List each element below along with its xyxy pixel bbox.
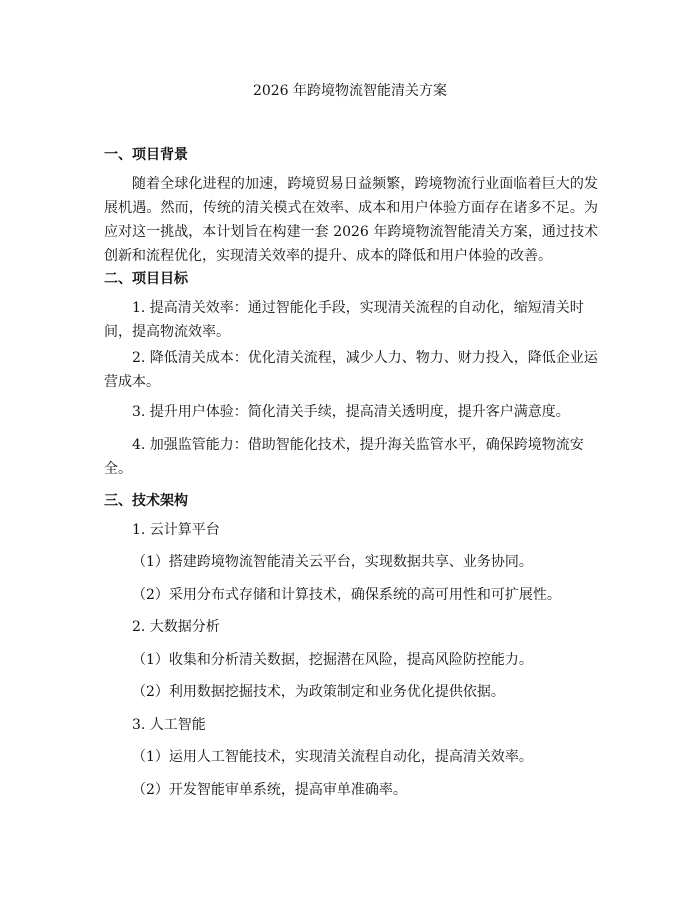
architecture-point: （2）利用数据挖掘技术，为政策制定和业务优化提供依据。 — [132, 684, 505, 700]
section-heading-architecture: 三、技术架构 — [104, 493, 188, 509]
goal-item: 1. 提高清关效率：通过智能化手段，实现清关流程的自动化，缩短清关时间，提高物流效率。 — [104, 300, 584, 340]
architecture-point: （1）搭建跨境物流智能清关云平台，实现数据共享、业务协同。 — [132, 554, 533, 570]
architecture-group-label: 1. 云计算平台 — [132, 522, 220, 538]
section-heading-background: 一、项目背景 — [104, 147, 188, 163]
architecture-point: （1）运用人工智能技术，实现清关流程自动化，提高清关效率。 — [132, 749, 533, 765]
background-paragraph: 随着全球化进程的加速，跨境贸易日益频繁，跨境物流行业面临着巨大的发展机遇。然而，传统的清关模式在效率、成本和用户体验方面存在诸多不足。为应对这一挑战，本计划旨在构建一套 2026 年跨境物流智能清关方案，通过技术创新和流程优化，实现清关效率的提升、成本的降低和用户体验的改善。 — [104, 176, 598, 264]
architecture-group-label: 3. 人工智能 — [132, 717, 206, 733]
document-title: 2026 年跨境物流智能清关方案 — [252, 83, 448, 99]
architecture-point: （2）开发智能审单系统，提高审单准确率。 — [132, 782, 407, 798]
goal-item: 2. 降低清关成本：优化清关流程，减少人力、物力、财力投入，降低企业运营成本。 — [104, 350, 598, 390]
architecture-group-label: 2. 大数据分析 — [132, 619, 220, 635]
goal-item: 4. 加强监管能力：借助智能化技术，提升海关监管水平，确保跨境物流安全。 — [104, 437, 584, 477]
architecture-point: （1）收集和分析清关数据，挖掘潜在风险，提高风险防控能力。 — [132, 652, 533, 668]
section-heading-goals: 二、项目目标 — [104, 271, 188, 287]
architecture-point: （2）采用分布式存储和计算技术，确保系统的高可用性和可扩展性。 — [132, 587, 561, 603]
goal-item: 3. 提升用户体验：简化清关手续，提高清关透明度，提升客户满意度。 — [132, 404, 570, 420]
